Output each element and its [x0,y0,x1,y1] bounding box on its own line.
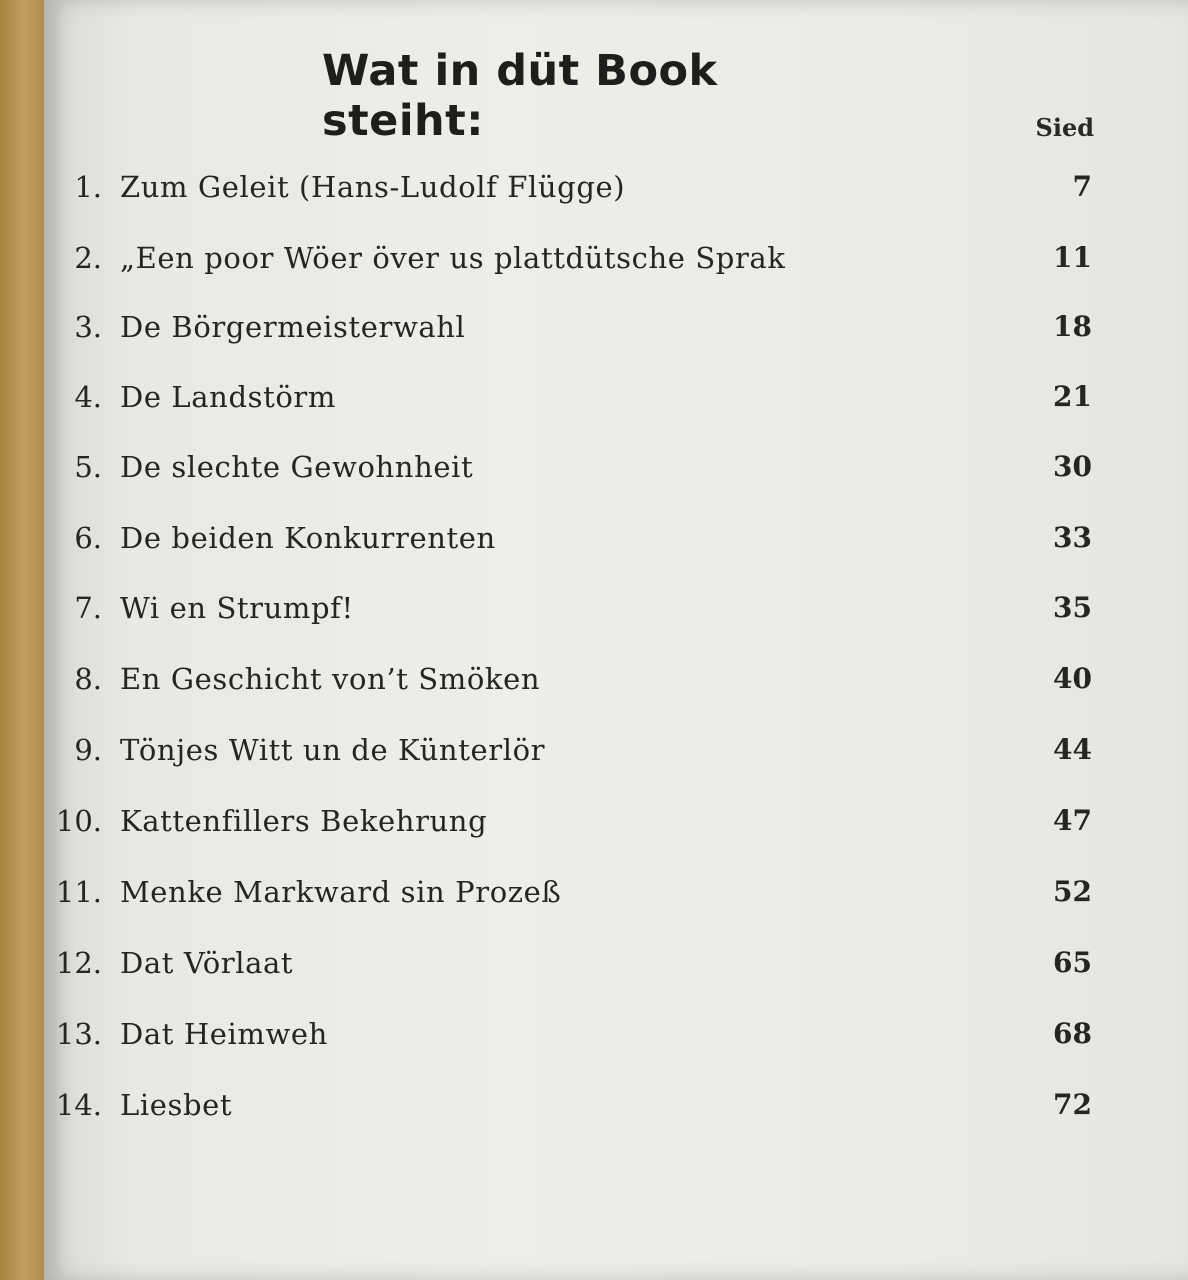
toc-entry [44,870,1188,914]
entry-number: 1. [74,170,102,204]
toc-entry [44,1012,1188,1056]
book-page [44,0,1188,1280]
entry-number: 8. [74,662,102,696]
book-spine-edge [0,0,44,1280]
entry-number: 9. [74,733,102,767]
entry-page: 35 [1053,591,1092,624]
entry-number: 10. [55,804,102,838]
entry-number: 5. [74,450,102,484]
entry-page: 40 [1053,662,1092,695]
entry-title: Kattenfillers Bekehrung [120,804,488,838]
page-column-header: Sied [1035,113,1094,142]
toc-entry [44,941,1188,985]
entry-page: 52 [1053,875,1092,908]
entry-number: 2. [74,241,102,275]
entry-page: 11 [1053,241,1092,274]
entry-number: 6. [74,521,102,555]
entry-page: 30 [1053,450,1092,483]
entry-title: De Börgermeisterwahl [120,310,466,344]
entry-number: 13. [55,1017,102,1051]
entry-title: Wi en Strumpf! [120,591,354,625]
toc-entry [44,165,1188,209]
entry-title: De slechte Gewohnheit [120,450,474,484]
entry-title: „Een poor Wöer över us plattdütsche Sprak [120,241,786,275]
toc-entry [44,586,1188,630]
toc-entry [44,657,1188,701]
entry-number: 11. [55,875,102,909]
entry-page: 65 [1053,946,1092,979]
entry-page: 47 [1053,804,1092,837]
entry-title: Dat Vörlaat [120,946,294,980]
entry-title: Dat Heimweh [120,1017,328,1051]
entry-number: 14. [55,1088,102,1122]
entry-title: Zum Geleit (Hans-Ludolf Flügge) [120,170,626,204]
entry-page: 7 [1072,170,1092,203]
entry-page: 33 [1053,521,1092,554]
entry-page: 44 [1053,733,1092,766]
entry-number: 4. [74,380,102,414]
contents-title: Wat in düt Book steiht: [322,46,718,146]
entry-page: 21 [1053,380,1092,413]
toc-entry [44,516,1188,560]
entry-title: Liesbet [120,1088,233,1122]
toc-entry [44,1083,1188,1127]
toc-entry [44,236,1188,280]
entry-number: 7. [74,591,102,625]
entry-page: 72 [1053,1088,1092,1121]
entry-title: En Geschicht von’t Smöken [120,662,541,696]
entry-number: 3. [74,310,102,344]
entry-number: 12. [55,946,102,980]
entry-title: Tönjes Witt un de Künterlör [120,733,546,767]
toc-entry [44,799,1188,843]
entry-title: De Landstörm [120,380,336,414]
entry-page: 68 [1053,1017,1092,1050]
entry-title: Menke Markward sin Prozeß [120,875,562,909]
entry-page: 18 [1053,310,1092,343]
toc-entry [44,445,1188,489]
toc-entry [44,728,1188,772]
toc-entry [44,305,1188,349]
entry-title: De beiden Konkurrenten [120,521,496,555]
toc-entry [44,375,1188,419]
